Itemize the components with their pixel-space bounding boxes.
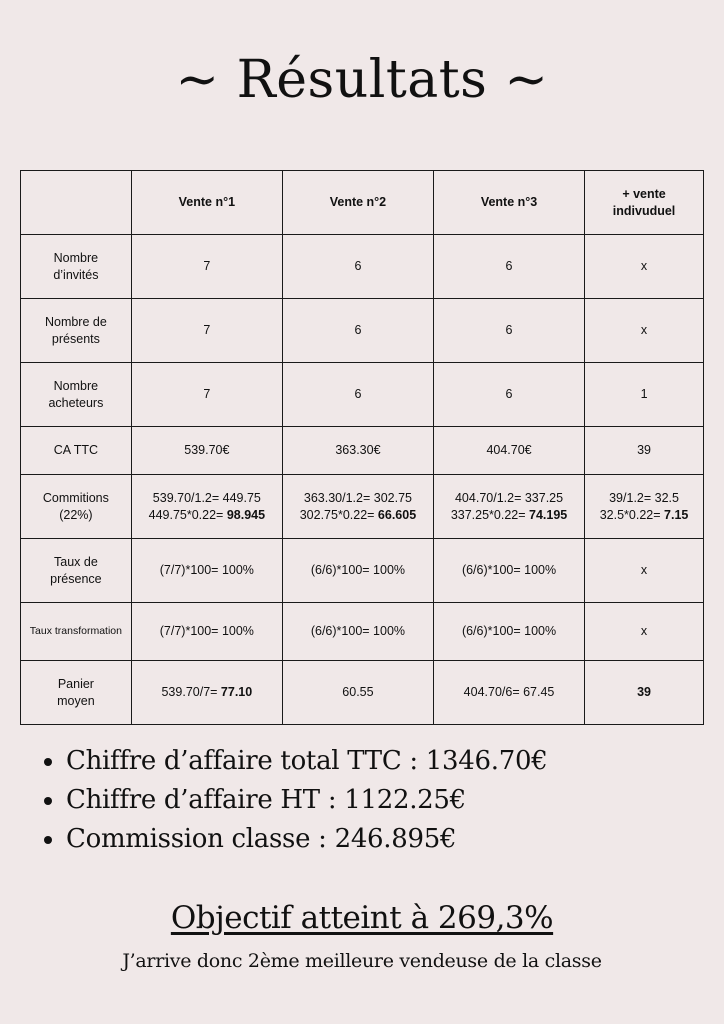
table-cell: 39 xyxy=(585,427,704,475)
commission-line-2 xyxy=(136,507,278,524)
commission-calc: 449.75*0.22= xyxy=(148,507,227,522)
commission-cell xyxy=(433,475,584,539)
commission-line-1: 363.30/1.2= 302.75 xyxy=(303,490,412,505)
table-cell: 6 xyxy=(282,363,433,427)
panier-calc: 539.70/7= xyxy=(161,685,221,700)
summary-list xyxy=(46,742,706,859)
row-label: Panier moyen xyxy=(21,661,132,725)
table-cell xyxy=(282,661,433,725)
commission-line-1: 39/1.2= 32.5 xyxy=(609,490,679,505)
summary-ca-ht: • Chiffre d’affaire HT : 1122.25€ xyxy=(66,781,706,820)
table-cell: (6/6)*100= 100% xyxy=(282,603,433,661)
commission-calc: 32.5*0.22= xyxy=(599,507,665,522)
table-cell: 7 xyxy=(131,235,282,299)
row-label: Nombre acheteurs xyxy=(21,363,132,427)
summary-commission: • Commission classe : 246.895€ xyxy=(66,820,706,859)
conclusion-text: J’arrive donc 2ème meilleure vendeuse de la classe xyxy=(122,950,602,972)
header-empty xyxy=(21,171,132,235)
commission-calc: 302.75*0.22= xyxy=(299,507,378,522)
table-row xyxy=(21,475,704,539)
panier-calc: 60.55 xyxy=(342,685,374,700)
table-row xyxy=(21,299,704,363)
table-cell: (6/6)*100= 100% xyxy=(433,603,584,661)
commission-line-2 xyxy=(589,507,699,524)
table-cell: 6 xyxy=(433,299,584,363)
commission-line-1: 404.70/1.2= 337.25 xyxy=(454,490,564,505)
table-cell: 7 xyxy=(131,363,282,427)
commission-line-1: 539.70/1.2= 449.75 xyxy=(152,490,261,505)
commission-line-2 xyxy=(287,507,429,524)
table-cell: x xyxy=(585,603,704,661)
row-label: Taux transformation xyxy=(21,603,132,661)
table-cell: 404.70€ xyxy=(433,427,584,475)
table-row xyxy=(21,235,704,299)
row-label: Commitions (22%) xyxy=(21,475,132,539)
commission-cell xyxy=(585,475,704,539)
page-title: ~ Résultats ~ xyxy=(175,50,549,110)
table-row xyxy=(21,539,704,603)
summary-ca-ttc: • Chiffre d’affaire total TTC : 1346.70€ xyxy=(66,742,706,781)
table-row xyxy=(21,661,704,725)
table-row xyxy=(21,603,704,661)
table-cell: (7/7)*100= 100% xyxy=(131,603,282,661)
table-row xyxy=(21,363,704,427)
table-cell: 6 xyxy=(433,363,584,427)
table-cell: 7 xyxy=(131,299,282,363)
commission-calc: 337.25*0.22= xyxy=(450,507,530,522)
panier-value: 39 xyxy=(637,685,651,700)
row-label: CA TTC xyxy=(21,427,132,475)
table-cell: 6 xyxy=(433,235,584,299)
table-cell: 6 xyxy=(282,299,433,363)
commission-value: 98.945 xyxy=(226,507,266,522)
table-cell: (6/6)*100= 100% xyxy=(433,539,584,603)
table-cell xyxy=(433,661,584,725)
table-header-row xyxy=(21,171,704,235)
header-vente-3: Vente n°3 xyxy=(433,171,584,235)
table-cell: (7/7)*100= 100% xyxy=(131,539,282,603)
table-cell: 539.70€ xyxy=(131,427,282,475)
results-table xyxy=(20,170,704,725)
table-cell: 363.30€ xyxy=(282,427,433,475)
commission-value: 7.15 xyxy=(664,507,689,522)
table-cell: 1 xyxy=(585,363,704,427)
table-cell xyxy=(131,661,282,725)
table-row xyxy=(21,427,704,475)
header-vente-1: Vente n°1 xyxy=(131,171,282,235)
commission-cell xyxy=(131,475,282,539)
row-label: Nombre d’invités xyxy=(21,235,132,299)
row-label: Nombre de présents xyxy=(21,299,132,363)
table-cell: (6/6)*100= 100% xyxy=(282,539,433,603)
table-cell: 6 xyxy=(282,235,433,299)
commission-line-2 xyxy=(438,507,580,524)
table-cell: x xyxy=(585,235,704,299)
panier-calc: 404.70/6= 67.45 xyxy=(463,685,555,700)
commission-value: 74.195 xyxy=(529,507,568,522)
table-cell: x xyxy=(585,539,704,603)
table-cell: x xyxy=(585,299,704,363)
header-vente-individuelle: + vente indivuduel xyxy=(585,171,704,235)
panier-value: 77.10 xyxy=(220,685,253,700)
commission-cell xyxy=(282,475,433,539)
row-label: Taux de présence xyxy=(21,539,132,603)
header-vente-2: Vente n°2 xyxy=(282,171,433,235)
table-cell xyxy=(585,661,704,725)
objective-heading: Objectif atteint à 269,3% xyxy=(170,900,554,936)
commission-value: 66.605 xyxy=(377,507,417,522)
